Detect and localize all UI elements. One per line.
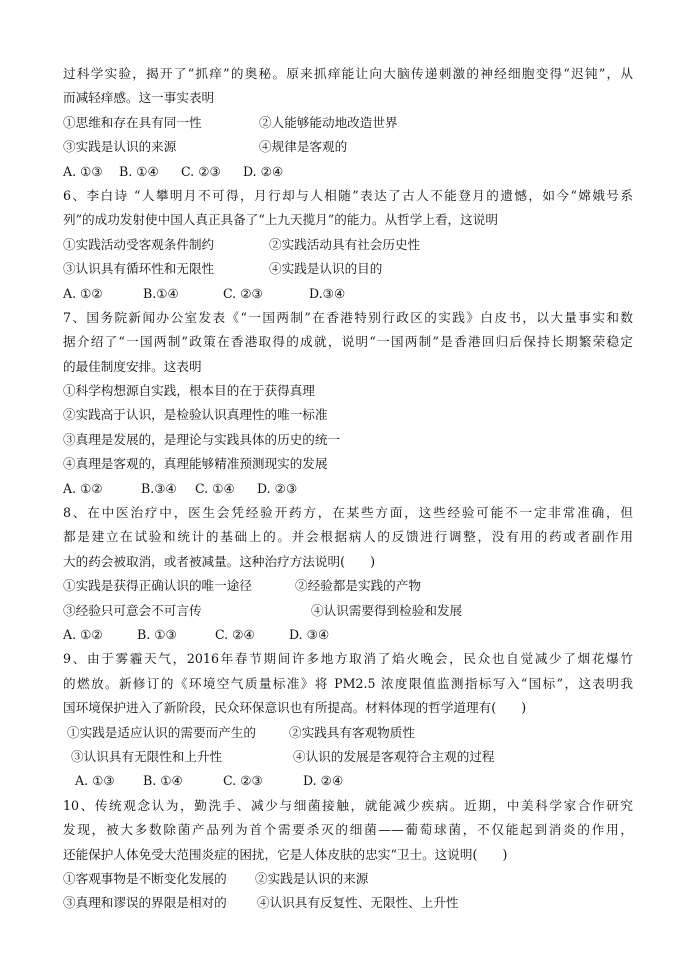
answer-choice: B.①④ xyxy=(143,285,179,301)
options-row xyxy=(63,135,633,159)
question-stem-line: 而减轻痒感。这一事实表明 xyxy=(63,90,215,106)
question-stem-line: 6、李白诗 “人攀明月不可得，月行却与人相随”表达了古人不能登月的遗憾，如今“嫦娥号系 xyxy=(63,187,633,203)
option: ④认识的发展是客观符合主观的过程 xyxy=(293,748,495,764)
option: ①客观事物是不断变化发展的 xyxy=(63,870,227,886)
answer-choice: B. ①④ xyxy=(143,773,183,789)
option: ②实践活动具有社会历史性 xyxy=(269,236,421,252)
options-row xyxy=(63,745,633,769)
question-stem-line: 还能保护人体免受大范围炎症的困扰，它是人体皮肤的忠实“卫士。这说明( ) xyxy=(63,846,508,862)
question-stem-line: 发现，被大多数除菌产品列为首个需要杀灭的细菌——葡萄球菌，不仅能起到消炎的作用， xyxy=(63,822,633,838)
options-row xyxy=(63,867,633,891)
option: ④真理是客观的，真理能够精准预测现实的发展 xyxy=(63,456,328,472)
question-stem-line: 7、国务院新闻办公室发表《“一国两制”在香港特别行政区的实践》白皮书，以大量事实和数 xyxy=(63,309,633,325)
answer-choice: C. ①④ xyxy=(195,480,235,496)
question-8 xyxy=(63,501,633,647)
option: ③认识具有无限性和上升性 xyxy=(71,748,223,764)
option: ③真理和谬误的界限是相对的 xyxy=(63,895,227,911)
options-row xyxy=(63,574,633,598)
answer-choices-row xyxy=(63,160,633,184)
options-row xyxy=(63,257,633,281)
option: ②人能够能动地改造世界 xyxy=(259,114,398,130)
question-9 xyxy=(63,647,633,793)
answer-choice: D. ③④ xyxy=(289,626,330,642)
question-stem-line: 国环境保护进入了新阶段，民众环保意识也有所提高。材料体现的哲学道理有( ) xyxy=(63,700,527,716)
answer-choices-row xyxy=(63,282,633,306)
option: ④规律是客观的 xyxy=(259,139,348,155)
question-6 xyxy=(63,184,633,306)
options-row xyxy=(63,599,633,623)
option: ①实践是获得正确认识的唯一途径 xyxy=(63,578,252,594)
option: ②实践是认识的来源 xyxy=(255,870,369,886)
answer-choice: D. ②③ xyxy=(257,480,298,496)
option: ④认识具有反复性、无限性、上升性 xyxy=(257,895,459,911)
question-stem-line: 的燃放。新修订的《环境空气质量标准》将 PM2.5 浓度限值监测指标写入“国标”，这表明我 xyxy=(63,675,633,691)
question-stem-line: 9、由于雾霾天气，2016年春节期间许多地方取消了焰火晚会，民众也自觉减少了烟花爆竹 xyxy=(63,651,633,667)
question-10 xyxy=(63,794,633,916)
question-stem-line: 都是建立在试验和统计的基础上的。并会根据病人的反馈进行调整，没有用的药或者副作用 xyxy=(63,529,633,545)
answer-choice: C. ②③ xyxy=(223,773,263,789)
option: ①实践活动受客观条件制约 xyxy=(63,236,215,252)
question-stem-line: 列”的成功发射使中国人真正具备了“上九天揽月”的能力。从哲学上看，这说明 xyxy=(63,212,498,228)
option: ④认识需要得到检验和发展 xyxy=(311,602,463,618)
options-row xyxy=(63,721,633,745)
answer-choice: A. ①② xyxy=(63,285,103,301)
answer-choice: B.③④ xyxy=(141,480,177,496)
answer-choices-row xyxy=(63,769,633,793)
options-row xyxy=(63,111,633,135)
answer-choice: D. ②④ xyxy=(303,773,344,789)
option: ②实践高于认识，是检验认识真理性的唯一标准 xyxy=(63,407,328,423)
question-7 xyxy=(63,306,633,501)
question-stem-line: 8、在中医治疗中，医生会凭经验开药方，在某些方面，这些经验可能不一定非常准确，但 xyxy=(63,505,633,521)
question-stem-line: 的最佳制度安排。这表明 xyxy=(63,358,202,374)
option: ①科学构想源自实践，根本目的在于获得真理 xyxy=(63,383,315,399)
answer-choices-row xyxy=(63,477,633,501)
answer-choice: D. ②④ xyxy=(243,163,284,179)
option: ①实践是适应认识的需要而产生的 xyxy=(67,724,256,740)
option: ②实践具有客观物质性 xyxy=(289,724,415,740)
question-stem-line: 10、传统观念认为，勤洗手、减少与细菌接触，就能减少疾病。近期，中美科学家合作研究 xyxy=(63,797,633,813)
answer-choice: A. ①③ xyxy=(63,163,103,179)
answer-choice: A. ①② xyxy=(63,626,103,642)
exam-page xyxy=(63,62,633,916)
option: ③真理是发展的，是理论与实践具体的历史的统一 xyxy=(63,431,341,447)
answer-choice: B. ①③ xyxy=(137,626,177,642)
options-row xyxy=(63,233,633,257)
answer-choice: C. ②④ xyxy=(215,626,255,642)
option: ③实践是认识的来源 xyxy=(63,139,177,155)
option: ①思维和存在具有同一性 xyxy=(63,114,202,130)
answer-choice: D.③④ xyxy=(309,285,346,301)
question-5-continued xyxy=(63,62,633,184)
question-stem-line: 大的药会被取消，或者被减量。这种治疗方法说明( ) xyxy=(63,553,376,569)
answer-choices-row xyxy=(63,623,633,647)
option: ④实践是认识的目的 xyxy=(269,261,383,277)
question-stem-line: 据介绍了“一国两制”政策在香港取得的成就，说明“一国两制”是香港回归后保持长期繁荣稳定 xyxy=(63,334,633,350)
question-stem-line: 过科学实验，揭开了“抓痒”的奥秘。原来抓痒能让向大脑传递刺激的神经细胞变得“迟钝”，从 xyxy=(63,66,633,81)
answer-choice: A. ①② xyxy=(63,480,103,496)
answer-choice: A. ①③ xyxy=(75,773,115,789)
option: ③认识具有循环性和无限性 xyxy=(63,261,215,277)
option: ③经验只可意会不可言传 xyxy=(63,602,202,618)
answer-choice: C. ②③ xyxy=(181,163,221,179)
options-row xyxy=(63,891,633,915)
answer-choice: C. ②③ xyxy=(223,285,263,301)
answer-choice: B. ①④ xyxy=(119,163,159,179)
option: ②经验都是实践的产物 xyxy=(295,578,421,594)
